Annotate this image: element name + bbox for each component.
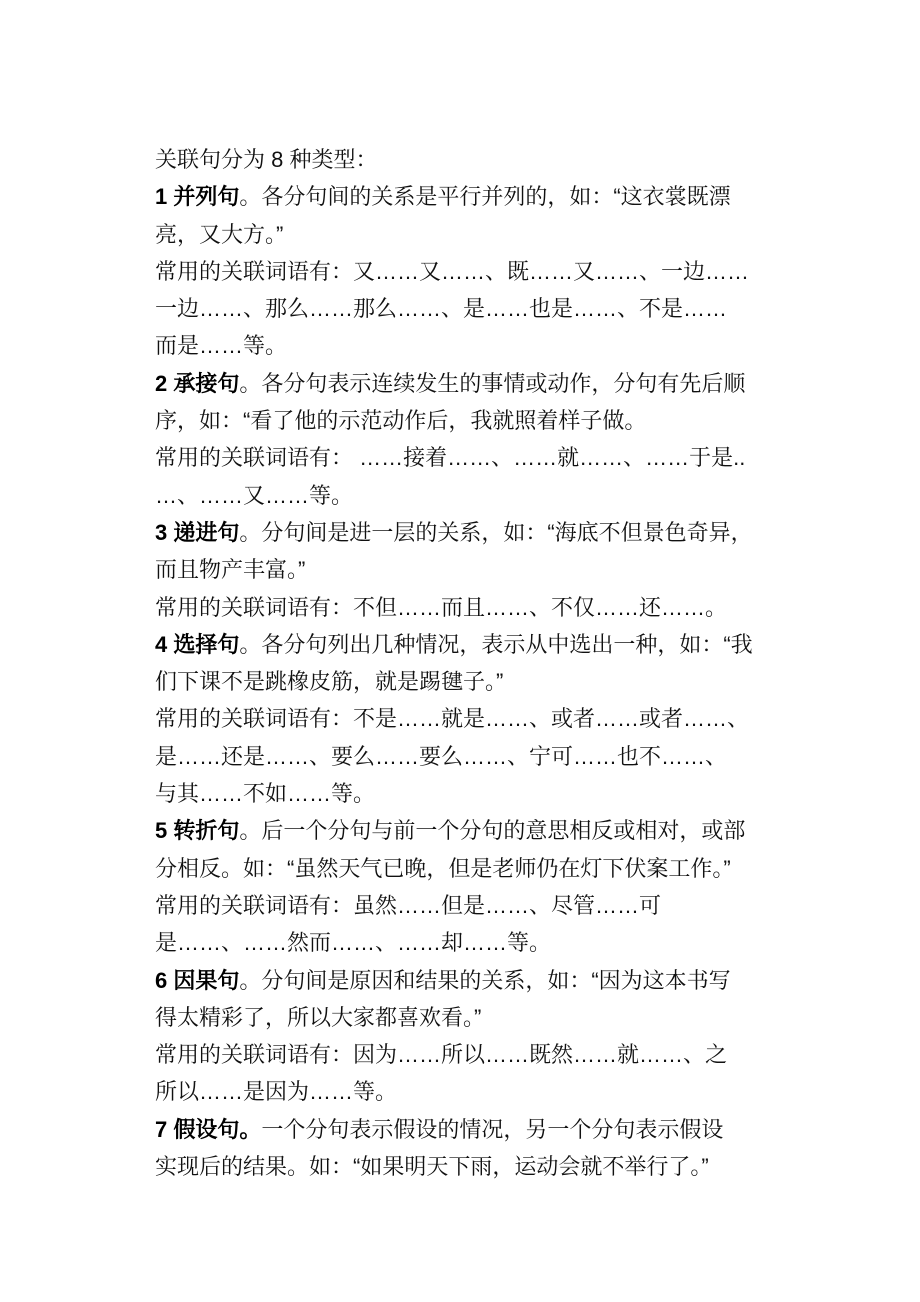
- line-text: 。分句间是原因和结果的关系，如：“因为这本书写: [239, 967, 731, 993]
- line-text: 。后一个分句与前一个分句的意思相反或相对，或部: [239, 818, 746, 844]
- text-line: [155, 850, 775, 887]
- line-text: 一个分句表示假设的情况，另一个分句表示假设: [261, 1116, 724, 1142]
- section-heading-line: [155, 178, 775, 215]
- sentence-type-label: 2 承接句: [155, 370, 240, 396]
- line-text: 。各分句表示连续发生的事情或动作，分句有先后顺: [239, 370, 746, 396]
- text-line: [155, 738, 775, 775]
- line-text: 一边……、那么……那么……、是……也是……、不是……: [155, 296, 728, 322]
- text-line: [155, 551, 775, 588]
- text-line: [155, 1036, 775, 1073]
- text-line: [155, 253, 775, 290]
- text-line: [155, 439, 775, 476]
- section-heading-line: [155, 962, 775, 999]
- sentence-type-label: 5 转折句: [155, 818, 240, 844]
- text-line: [155, 327, 775, 364]
- line-text: 亮，又大方。”: [155, 221, 284, 247]
- line-text: 常用的关联词语有：不但……而且……、不仅……还……。: [155, 594, 728, 620]
- line-text: 而且物产丰富。”: [155, 557, 306, 583]
- text-line: [155, 775, 775, 812]
- line-text: 常用的关联词语有：又……又……、既……又……、一边……: [155, 258, 750, 284]
- text-line: [155, 700, 775, 737]
- line-text: 常用的关联词语有：不是……就是……、或者……或者……、: [155, 706, 750, 732]
- intro-line: 关联句分为 8 种类型：: [155, 147, 378, 172]
- line-text: 得太精彩了，所以大家都喜欢看。”: [155, 1004, 482, 1030]
- line-text: 常用的关联词语有：虽然……但是……、尽管……可: [155, 892, 662, 918]
- section-heading-line: [155, 365, 775, 402]
- text-line: [155, 589, 775, 626]
- line-text: 常用的关联词语有： ……接着……、……就……、……于是..: [155, 445, 746, 471]
- section-heading-line: [155, 812, 775, 849]
- line-text: 是……还是……、要么……要么……、宁可……也不……、: [155, 743, 728, 769]
- line-text: …、……又……等。: [155, 482, 354, 508]
- section-heading-line: [155, 514, 775, 551]
- text-line: [155, 924, 775, 961]
- text-line: [155, 216, 775, 253]
- line-text: 是……、……然而……、……却……等。: [155, 930, 552, 956]
- sentence-type-label: 7 假设句。: [155, 1116, 262, 1142]
- line-text: 实现后的结果。如：“如果明天下雨，运动会就不举行了。”: [155, 1154, 709, 1180]
- section-heading-line: [155, 626, 775, 663]
- section-heading-line: [155, 1111, 775, 1148]
- sentence-type-label: 4 选择句: [155, 631, 240, 657]
- line-text: 而是……等。: [155, 333, 288, 359]
- line-text: 。各分句间的关系是平行并列的，如：“这衣裳既漂: [239, 184, 731, 210]
- line-text: 与其……不如……等。: [155, 781, 376, 807]
- line-text: 所以……是因为……等。: [155, 1079, 398, 1105]
- text-line: [155, 887, 775, 924]
- line-text: 常用的关联词语有：因为……所以……既然……就……、之: [155, 1042, 728, 1068]
- text-line: [155, 402, 775, 439]
- sentence-type-label: 3 递进句: [155, 519, 240, 545]
- text-line: [155, 1073, 775, 1110]
- text-line: [155, 477, 775, 514]
- sentence-type-label: 6 因果句: [155, 967, 240, 993]
- line-text: 们下课不是跳橡皮筋，就是踢毽子。”: [155, 669, 504, 695]
- text-line: [155, 1148, 775, 1185]
- paragraph-lines: [155, 178, 775, 1185]
- line-text: 序，如：“看了他的示范动作后，我就照着样子做。: [155, 408, 647, 434]
- line-text: 分相反。如：“虽然天气已晚，但是老师仍在灯下伏案工作。”: [155, 855, 731, 881]
- text-line: [155, 999, 775, 1036]
- text-line: [155, 290, 775, 327]
- document-body: [155, 141, 775, 1185]
- line-text: 。分句间是进一层的关系，如：“海底不但景色奇异，: [239, 519, 753, 545]
- text-line: [155, 663, 775, 700]
- sentence-type-label: 1 并列句: [155, 184, 240, 210]
- line-text: 。各分句列出几种情况，表示从中选出一种，如：“我: [239, 631, 753, 657]
